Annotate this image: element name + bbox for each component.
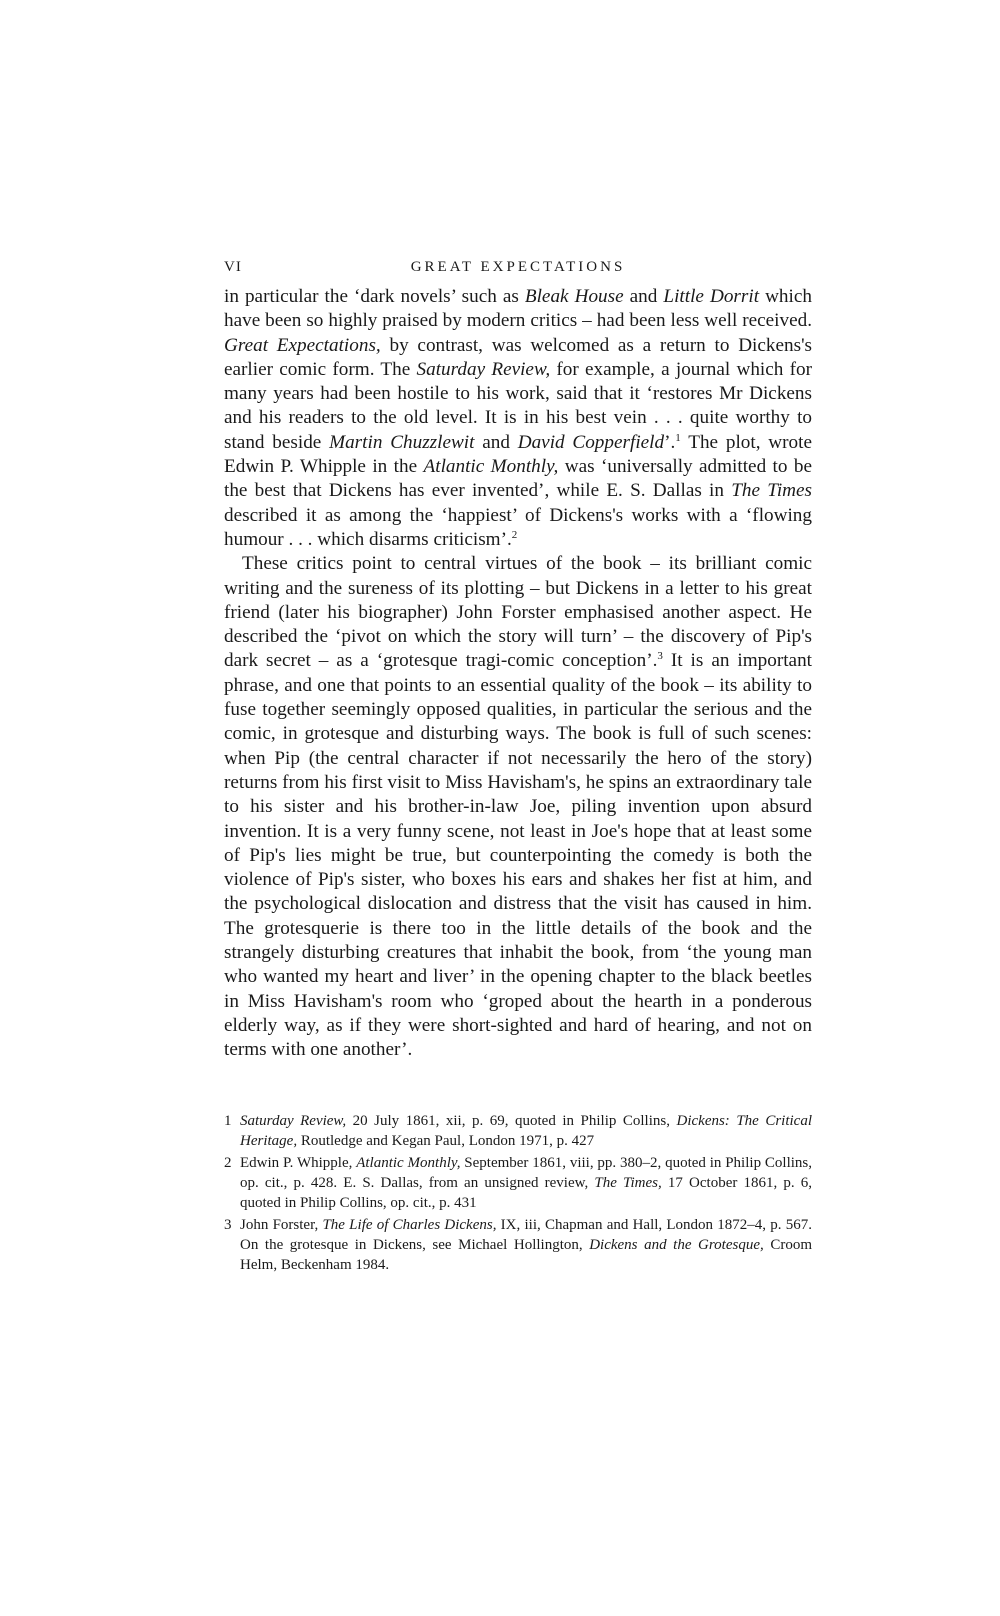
text-run: Edwin P. Whipple, bbox=[240, 1154, 357, 1171]
footnotes bbox=[224, 1111, 812, 1275]
footnote-2 bbox=[224, 1153, 812, 1213]
text-run: in particular the ‘dark novels’ such as bbox=[224, 286, 525, 307]
italic-title: The Times bbox=[731, 480, 812, 502]
footnote-ref: 3 bbox=[657, 650, 663, 663]
italic-title: Dickens: The Critical Heritage, bbox=[240, 1112, 813, 1149]
main-text bbox=[224, 285, 812, 1063]
text-run: 20 July 1861, xii, p. 69, quoted in Philip Collins, bbox=[346, 1112, 677, 1129]
italic-title: Little Dorrit bbox=[663, 286, 760, 307]
text-run: and bbox=[623, 286, 664, 307]
italic-title: The Times, bbox=[594, 1174, 662, 1191]
italic-title: The Life of Charles Dickens, bbox=[322, 1216, 497, 1233]
italic-title: Saturday Review, bbox=[240, 1112, 347, 1129]
footnote-number: 3 bbox=[224, 1216, 232, 1233]
text-run: which have been so highly praised by modern critics – had been less well received. bbox=[224, 286, 812, 332]
italic-title: Atlantic Monthly, bbox=[356, 1154, 461, 1171]
paragraph-1 bbox=[224, 285, 812, 552]
text-run: for example, a journal which for many years had been hostile to his work, said that it ‘restores Mr Dickens and his readers to the old level. It is in his best vein . . . quite worthy to stand beside bbox=[224, 358, 813, 453]
text-run: These critics point to central virtues of the book – its brilliant comic writing and the sureness of its plotting – but Dickens in a letter to his great friend (later his biographer) John Forster emphasised another aspect. He described the ‘pivot on which the story will turn’ – the discovery of Pip's dark secret – as a ‘grotesque tragi-comic conception’. bbox=[224, 553, 812, 672]
footnote-ref: 2 bbox=[511, 528, 518, 541]
text-run: and bbox=[474, 431, 518, 453]
footnote-3 bbox=[224, 1215, 812, 1275]
text-run: by contrast, was welcomed as a return to Dickens's earlier comic form. The bbox=[224, 334, 812, 380]
italic-title: Martin Chuzzlewit bbox=[329, 431, 475, 453]
italic-title: Dickens and the Grotesque, bbox=[589, 1236, 764, 1253]
text-run: It is an important phrase, and one that points to an essential quality of the book – its ability to fuse together seemingly opposed qualities, in particular the serious and the comic, in grotesque and disturbing ways. The book is full of such scenes: when Pip (the central character if not necessarily the hero of the story) returns from his first visit to Miss Havisham's, he spins an extraordinary tale to his sister and his brother-in-law Joe, piling invention upon absurd invention. It is a very funny scene, not least in Joe's hope that at least some of Pip's lies might be true, but counterpointing the comedy is both the violence of Pip's sister, who boxes his ears and shakes her fist at him, and the psychological dislocation and distress that the visit has caused in him. The grotesquerie is there too in the little details of the book and the strangely disturbing creatures that inhabit the book, from ‘the young man who wanted my heart and liver’ in the opening chapter to the black beetles in Miss Havisham's room who ‘groped about the hearth in a ponderous elderly way, as if they were short-sighted and hard of hearing, and not on terms with one another’. bbox=[224, 650, 812, 1061]
page-number: VI bbox=[224, 259, 242, 275]
footnote-ref: 1 bbox=[675, 431, 681, 444]
text-run: The plot, wrote Edwin P. Whipple in the bbox=[224, 431, 812, 478]
text-run: IX, iii, Chapman and Hall, London 1872–4, p. 567. On the grotesque in Dickens, see Michael Hollington, bbox=[240, 1216, 812, 1253]
italic-title: Great Expectations, bbox=[224, 334, 381, 356]
italic-title: Saturday Review, bbox=[416, 358, 551, 380]
text-run: described it as among the ‘happiest’ of Dickens's works with a ‘flowing humour . . . which disarms criticism’. bbox=[224, 504, 812, 550]
text-run: ’. bbox=[664, 431, 676, 453]
paragraph-2 bbox=[224, 552, 812, 1062]
footnote-number: 2 bbox=[224, 1154, 232, 1171]
text-run: September 1861, viii, pp. 380–2, quoted in Philip Collins, op. cit., p. 428. E. S. Dallas, from an unsigned review, bbox=[240, 1154, 812, 1191]
text-run: John Forster, bbox=[240, 1216, 323, 1233]
running-title: GREAT EXPECTATIONS bbox=[410, 259, 626, 275]
italic-title: Atlantic Monthly, bbox=[423, 456, 559, 478]
running-head bbox=[224, 255, 812, 285]
text-run: was ‘universally admitted to be the best that Dickens has ever invented’, while E. S. Dallas in bbox=[224, 456, 812, 502]
text-run: Croom Helm, Beckenham 1984. bbox=[240, 1236, 812, 1273]
footnote-number: 1 bbox=[224, 1112, 232, 1129]
italic-title: David Copperfield bbox=[517, 431, 665, 453]
text-run: Routledge and Kegan Paul, London 1971, p. 427 bbox=[297, 1132, 595, 1149]
text-run: 17 October 1861, p. 6, quoted in Philip Collins, op. cit., p. 431 bbox=[240, 1174, 812, 1211]
book-page bbox=[224, 255, 812, 1277]
italic-title: Bleak House bbox=[524, 286, 624, 307]
footnote-1 bbox=[224, 1111, 812, 1151]
